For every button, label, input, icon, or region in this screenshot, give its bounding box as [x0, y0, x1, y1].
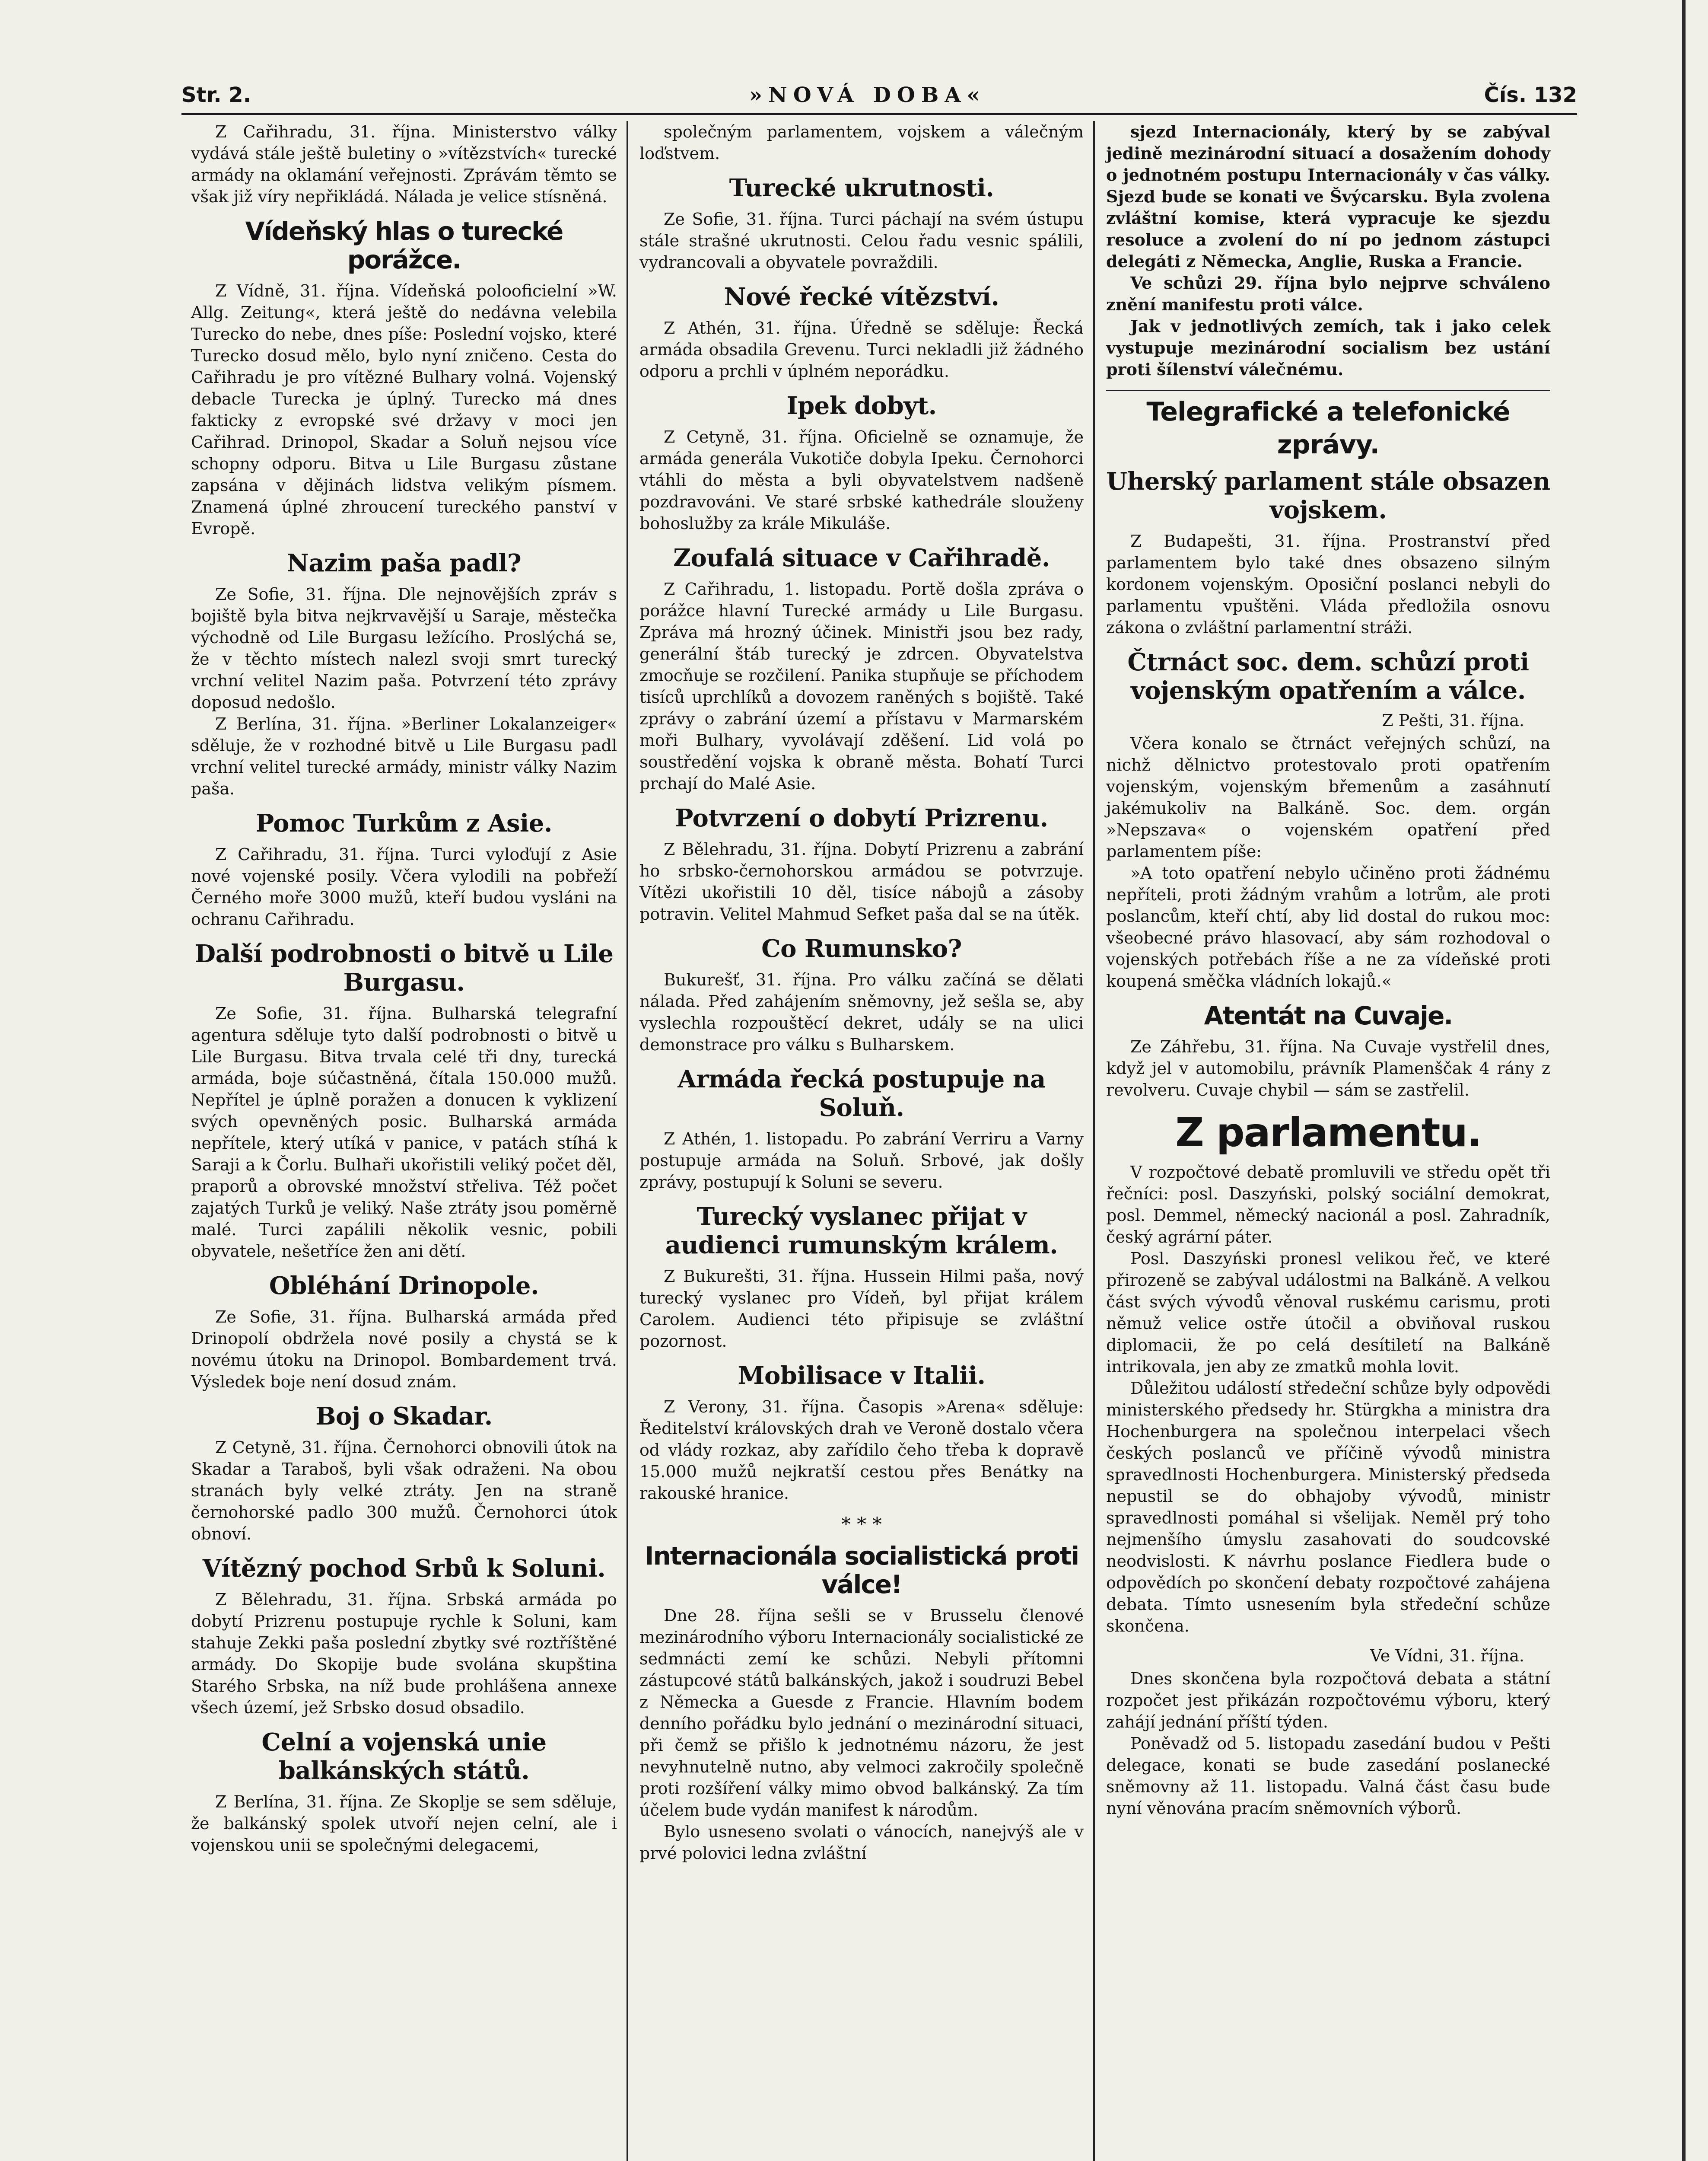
article-paragraph: Ze Sofie, 31. října. Bulharská telegrafní agentura sděluje tyto další podrobnosti o bitvě u Lile Burgasu. Bitva trvala celé tři dny, turecká armáda, boje súčastněná, čítala 150.000 mužů. Nepřítel je úplně poražen a donucen k vyklizení svých opevněných posic. Bulharská armáda nepřítele, který utíká v panice, v patách stíhá k Saraji a k Čorlu. Bulhaři ukořistili veliký počet děl, praporů a obrovské množství střeliva. Též počet zajatých Turků je veliký. Naše ztráty jsou poměrně malé. Turci zapálili několik vesnic, pobili obyvatele, nešetříce žen ani dětí. [191, 1004, 617, 1261]
article [639, 544, 1084, 794]
columns [181, 121, 1577, 2161]
article-paragraph: Z Cařihradu, 1. listopadu. Portě došla zpráva o porážce hlavní Turecké armády u Lile Burgasu. Zpráva má hrozný účinek. Ministři jsou bez rady, generální štáb turecký je zdrcen. Obyvatelstva zmocňuje se rozčilení. Panika stupňuje se příchodem tisíců uprchlíků a dovozem raněných s bojiště. Také zprávy o zabrání území a přístavu v Marmarském moři Bulhary, vyvolávají zděšení. Lid volá po soustředění vojska k obraně města. Bohatí Turci prchají do Malé Asie. [639, 580, 1084, 793]
article-paragraph: Z Cařihradu, 31. října. Turci vyloďují z Asie nové vojenské posily. Včera vylodili na pobřeží Černého moře 3000 mužů, kteří budou vysláni na ochranu Cařihradu. [191, 845, 617, 929]
article-headline: Atentát na Cuvaje. [1204, 1001, 1453, 1030]
article [191, 1402, 617, 1545]
column-3 [1093, 121, 1560, 2161]
column-2 [627, 121, 1093, 2161]
article-paragraph: Z Vídně, 31. října. Vídeňská polooficielní »W. Allg. Zeitung«, která ještě do nedávna velebila Turecko do nebe, dnes píše: Poslední vojsko, které Turecko dosud mělo, bylo nyní zničeno. Cesta do Cařihradu je pro vítězné Bulhary volná. Vojenský debacle Turecka je úplný. Turecko má dnes fakticky z evropské své državy v moci jen Cařihrad. Drinopol, Skadar a Soluň nejsou více schopny odporu. Bitva u Lile Burgasu zůstane zapsána v dějinách lidstva velikým písmem. Znamená úplné zhroucení tureckého panství v Evropě. [191, 281, 617, 538]
article-paragraph: Z Verony, 31. října. Časopis »Arena« sděluje: Ředitelství královských drah ve Veroně dostalo včera od vlády rozkaz, aby zařídilo čeho třeba k dopravě 15.000 mužů nejkratší cestou přes Benátky na rakouské hranice. [639, 1397, 1084, 1503]
article [1106, 648, 1550, 992]
article [1106, 1001, 1550, 1101]
scan-edge [1682, 0, 1686, 2161]
article [639, 283, 1084, 382]
article [191, 549, 617, 800]
article [1106, 467, 1550, 638]
article-headline: Vítězný pochod Srbů k Soluni. [202, 1554, 606, 1583]
article-headline: Armáda řecká postupuje na Soluň. [677, 1065, 1046, 1122]
article-headline: Vídeňský hlas o turecké porážce. [245, 217, 563, 274]
article-headline: Z parlamentu. [1175, 1109, 1481, 1156]
section-rule [1106, 390, 1550, 391]
article-headline: Ipek dobyt. [786, 392, 937, 420]
issue-number: Čís. 132 [1484, 83, 1577, 107]
article-headline: Uherský parlament stále obsazen vojskem. [1106, 467, 1550, 524]
section-separator: * * * [841, 1514, 882, 1536]
article-headline: Pomoc Turkům z Asie. [256, 809, 552, 838]
article [639, 392, 1084, 534]
article-headline: Obléhání Drinopole. [269, 1272, 539, 1300]
article [191, 1728, 617, 1856]
article-headline: Celní a vojenská unie balkánských států. [261, 1728, 547, 1785]
article [191, 217, 617, 539]
section-banner: Telegrafické a telefonické zprávy. [1146, 397, 1510, 460]
article-headline: Turecký vyslanec přijat v audienci rumunským králem. [665, 1202, 1058, 1259]
article [639, 121, 1084, 164]
masthead-title: »NOVÁ DOBA« [749, 83, 986, 107]
article-paragraph: Z Berlína, 31. října. Ze Skoplje se sem sděluje, že balkánský spolek utvoří nejen celní, ale i vojenskou unii se společnými delegacemi, [191, 1792, 617, 1855]
article-headline: Boj o Skadar. [315, 1402, 493, 1431]
article-dateline: Z Pešti, 31. října. [1382, 711, 1524, 730]
article-paragraph: Z Bělehradu, 31. října. Srbská armáda po dobytí Prizrenu postupuje rychle k Soluni, kam stahuje Zekki paša poslední zbytky své roztříštěné armády. Do Skopije bude svolána skupština Starého Srbska, na níž bude prohlášena annexe všech území, jež Srbsko dosud obsadilo. [191, 1590, 617, 1717]
article-headline: Čtrnáct soc. dem. schůzí proti vojenským opatřením a válce. [1127, 648, 1529, 705]
article [639, 1065, 1084, 1193]
article [639, 1202, 1084, 1352]
page-number-left: Str. 2. [181, 83, 251, 107]
article-headline: Internacionála socialistická proti válce! [644, 1541, 1079, 1599]
article [191, 1554, 617, 1718]
article-paragraph: Z Budapešti, 31. října. Prostranství před parlamentem bylo také dnes obsazeno silným kordonem vojenským. Oposiční poslanci nebyli do parlamentu vpuštěni. Vláda předložila osnovu zákona o zvláštní parlamentní stráži. [1106, 532, 1550, 637]
article-paragraph: Ze Záhřebu, 31. října. Na Cuvaje vystřelil dnes, když jel v automobilu, právník Plamenščak 4 rány z revolveru. Cuvaje chybil — sám se zastřelil. [1106, 1037, 1550, 1100]
article-paragraph: Z Berlína, 31. října. »Berliner Lokalanzeiger« sděluje, že v rozhodné bitvě u Lile Burgasu padl vrchní velitel turecké armády, ministr války Nazim paša. [191, 714, 617, 798]
article-paragraph: Ve schůzi 29. října bylo nejprve schváleno znění manifestu proti válce. [1106, 273, 1550, 314]
article-paragraph: Dnes skončena byla rozpočtová debata a státní rozpočet jest přikázán rozpočtovému výboru, který zahájí jednání příští týden. [1106, 1669, 1550, 1731]
header-rule [181, 113, 1577, 115]
article-headline: Mobilisace v Italii. [738, 1361, 986, 1390]
column-1 [181, 121, 627, 2161]
article-paragraph: Z Athén, 1. listopadu. Po zabrání Verriru a Varny postupuje armáda na Soluň. Srbové, jak došly zprávy, postupují k Soluni se severu. [639, 1129, 1084, 1192]
article-paragraph: Posl. Daszyński pronesl velikou řeč, ve které přirozeně se zabýval událostmi na Balkáně. A velkou část svých vývodů věnoval ruskému carismu, proti němuž velice ostře útočil a obviňoval ruskou diplomacii, že po celá desítiletí na Balkáně intrikovala, jen aby ze zmatků mohla lovit. [1106, 1249, 1550, 1376]
article-paragraph: Z Bukurešti, 31. října. Hussein Hilmi paša, nový turecký vyslanec pro Vídeň, byl přijat králem Carolem. Audienci této připisuje se zvláštní pozornost. [639, 1267, 1084, 1351]
article-paragraph: Ze Sofie, 31. října. Turci páchají na svém ústupu stále strašné ukrutnosti. Celou řadu vesnic spálili, vydrancovali a obyvatele povraždili. [639, 210, 1084, 272]
article-paragraph: Dne 28. října sešli se v Brusselu členové mezinárodního výboru Internacionály socialistické ze sedmnácti zemí ke schůzi. Nebyli přítomni zástupcové států balkánských, jakož i soudruzi Bebel z Německa a Guesde z Francie. Hlavním bodem denního pořádku bylo jednání o mezinárodní situaci, při čemž se přišlo k jednotnému názoru, že jest nevyhnutelně nutno, aby velmoci zakročily společně proti rozšíření války mimo obvod balkánský. Za tím účelem bude vydán manifest k národům. [639, 1606, 1084, 1820]
article-paragraph: Důležitou událostí středeční schůze byly odpovědi ministerského předsedy hr. Stürgkha a ministra dra Hochenburgera na společnou interpelaci všech českých poslanců ve příčině vývodů ministra spravedlnosti Hochenburgera. Ministerský předseda nepustil se do obhajoby vývodů, ministr spravedlnosti pomáhal si všelijak. Neměl prý toho nejmenšího úmyslu zasahovati do soudcovské neodvislosti. K návrhu poslance Fiedlera bude o odpovědích po skončení debaty rozpočtové zahájena debata. Tímto usnesením byla středeční schůze skončena. [1106, 1379, 1550, 1635]
article [639, 804, 1084, 925]
article [191, 809, 617, 930]
article-paragraph: »A toto opatření nebylo učiněno proti žádnému nepříteli, proti žádným vrahům a lotrům, ale proti poslancům, kteří chtí, aby lid dostal do rukou moc: všeobecné právo hlasovací, aby sám rozhodoval o vojenských potřebách říše a ne za vídeňské proti koupená směčka vládních lokajů.« [1106, 864, 1550, 991]
article-paragraph: sjezd Internacionály, který by se zabýval jedině mezinárodní situací a dosažením dohody o jednotném postupu Internacionály v čas války. Sjezd bude se konati ve Švýcarsku. Byla zvolena zvláštní komise, která vypracuje ke sjezdu resoluce a zvolení do ní po jednom zástupci delegáti z Německa, Anglie, Ruska a Francie. [1106, 122, 1550, 271]
article-paragraph: Z Cařihradu, 31. října. Ministerstvo války vydává stále ještě buletiny o »vítězstvích« turecké armády na oklamání veřejnosti. Zprávám těmto se však již víry nepřikládá. Nálada je velice stísněná. [191, 122, 617, 206]
article-paragraph: Jak v jednotlivých zemích, tak i jako celek vystupuje mezinárodní socialism bez ustání proti šílenství válečnému. [1106, 316, 1550, 379]
article-paragraph: Bylo usneseno svolati o vánocích, nanejvýš ale v prvé polovici ledna zvláštní [639, 1822, 1084, 1863]
article-paragraph: Z Cetyně, 31. října. Černohorci obnovili útok na Skadar a Taraboš, byli však odraženi. Na obou stranách byly velké ztráty. Jen na straně černohorské padlo 300 mužů. Černohorci útok obnoví. [191, 1438, 617, 1543]
article-paragraph: Bukurešť, 31. října. Pro válku začíná se dělati nálada. Před zahájením sněmovny, jež sešla se, aby vyslechla rozpouštěcí dekret, udály se na ulici demonstrace pro válku s Bulharskem. [639, 970, 1084, 1054]
page-content [181, 80, 1577, 2161]
article-paragraph: Ze Sofie, 31. října. Bulharská armáda před Drinopolí obdržela nové posily a chystá se k novému útoku na Drinopol. Bombardement trvá. Výsledek boje není dosud znám. [191, 1307, 617, 1391]
article-headline: Nazim paša padl? [286, 549, 522, 577]
article-paragraph: V rozpočtové debatě promluvili ve středu opět tři řečníci: posl. Daszyński, polský sociální demokrat, posl. Demmel, německý nacionál a posl. Zahradník, český agrární páter. [1106, 1163, 1550, 1246]
article [639, 934, 1084, 1055]
article [639, 1542, 1084, 1864]
article [191, 1272, 617, 1393]
article-paragraph: Poněvadž od 5. listopadu zasedání budou v Pešti delegace, konati se bude zasedání poslanecké sněmovny až 11. listopadu. Valná část času bude nyní věnována pracím sněmovních výborů. [1106, 1734, 1550, 1818]
article-paragraph: Z Bělehradu, 31. října. Dobytí Prizrenu a zabrání ho srbsko-černohorskou armádou se potvrzuje. Vítězi ukořistili 10 děl, tisíce nábojů a zásoby potravin. Velitel Mahmud Sefket paša dal se na útěk. [639, 840, 1084, 924]
article-paragraph: Ze Sofie, 31. října. Dle nejnovějších zpráv s bojiště byla bitva nejkrvavější u Saraje, městečka východně od Lile Burgasu ležícího. Proslýchá se, že v těchto místech nalezl svoji smrt turecký vrchní velitel Nazim paša. Potvrzení této zprávy doposud nedošlo. [191, 585, 617, 712]
article [639, 174, 1084, 273]
article [639, 1361, 1084, 1504]
article-headline: Co Rumunsko? [761, 934, 962, 963]
page-header [181, 80, 1577, 110]
article-paragraph: Z Athén, 31. října. Úředně se sděluje: Řecká armáda obsadila Grevenu. Turci nekladli již žádného odporu a prchli v úplném neporádku. [639, 319, 1084, 381]
article [1106, 1646, 1550, 1819]
article [191, 940, 617, 1262]
article-paragraph: Včera konalo se čtrnáct veřejných schůzí, na nichž dělnictvo protestovalo proti opatřením vojenským, vojenským břemenům a zasáhnutí jakémukoliv na Balkáně. Soc. dem. orgán »Nepszava« o vojenském opatření před parlamentem píše: [1106, 734, 1550, 861]
article [1106, 1110, 1550, 1637]
article [191, 121, 617, 207]
article-paragraph: Z Cetyně, 31. října. Oficielně se oznamuje, že armáda generála Vukotiče dobyla Ipeku. Černohorci vtáhli do města a byli obyvatelstvem nadšeně pozdravováni. Ve staré srbské kathedrále slouženy bohoslužby za krále Mikuláše. [639, 427, 1084, 533]
article-headline: Zoufalá situace v Cařihradě. [673, 544, 1050, 572]
article [1106, 121, 1550, 380]
article-headline: Potvrzení o dobytí Prizrenu. [675, 804, 1048, 832]
article-headline: Další podrobnosti o bitvě u Lile Burgasu. [194, 940, 614, 997]
article-headline: Nové řecké vítězství. [724, 283, 999, 311]
article-headline: Turecké ukrutnosti. [729, 174, 994, 202]
article-dateline: Ve Vídni, 31. října. [1370, 1646, 1524, 1665]
article-paragraph: společným parlamentem, vojskem a válečným loďstvem. [639, 122, 1084, 163]
